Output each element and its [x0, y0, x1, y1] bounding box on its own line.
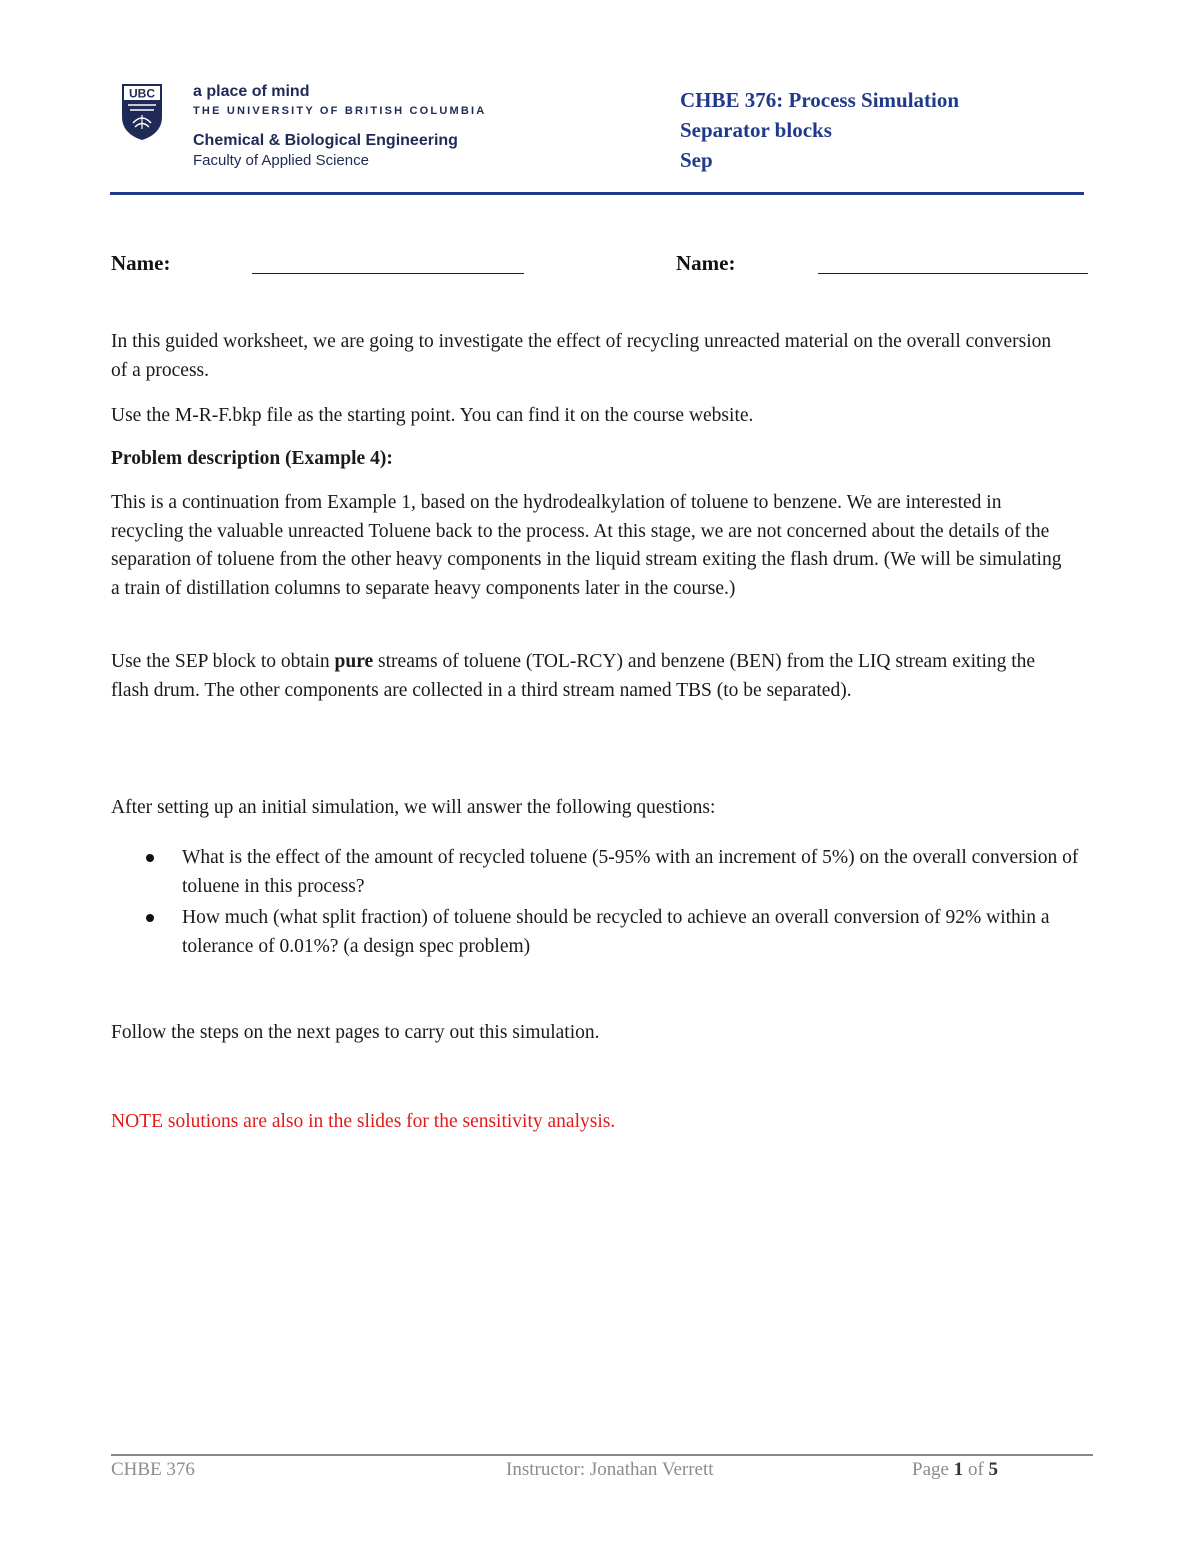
- sep-text-post: streams of toluene (TOL-RCY) and benzene (BEN) from the LIQ stream exiting the flash drum. The other components are collected in a third stream named TBS (to be separated).: [111, 651, 1036, 701]
- ubc-wordmark: [193, 82, 486, 172]
- block-title: Sep: [680, 148, 713, 172]
- sep-text-bold: pure: [334, 651, 374, 672]
- sep-block-paragraph: [111, 648, 1071, 705]
- current-page: 1: [953, 1459, 964, 1480]
- department-name: Chemical & Biological Engineering: [193, 132, 458, 149]
- ubc-crest-logo: [121, 83, 163, 141]
- of-word: of: [967, 1459, 984, 1480]
- starting-file-paragraph: Use the M-R-F.bkp file as the starting point. You can find it on the course website.: [111, 405, 754, 426]
- faculty-name: Faculty of Applied Science: [193, 152, 369, 169]
- sep-text-pre: Use the SEP block to obtain: [111, 651, 335, 672]
- intro-paragraph: In this guided worksheet, we are going to investigate the effect of recycling unreacted material on the overall conversion of a process.: [111, 331, 1052, 381]
- footer-divider: [111, 1454, 1093, 1456]
- questions-intro: After setting up an initial simulation, we will answer the following questions:: [111, 797, 716, 818]
- list-item: [140, 903, 1080, 961]
- course-heading: [680, 85, 959, 175]
- course-title: CHBE 376: Process Simulation: [680, 88, 960, 112]
- brand-tagline: a place of mind: [193, 83, 310, 100]
- footer-course: CHBE 376: [111, 1459, 195, 1480]
- problem-description: This is a continuation from Example 1, based on the hydrodealkylation of toluene to benzene. We are interested in recycling the valuable unreacted Toluene back to the process. At this stage, we are not concerned about the details of the separation of toluene from the other heavy components in the liquid stream exiting the flash drum. (We will be simulating a train of distillation columns to separate heavy components later in the course.): [111, 492, 1062, 599]
- solutions-note: NOTE solutions are also in the slides for the sensitivity analysis.: [111, 1111, 616, 1132]
- total-pages: 5: [988, 1459, 999, 1480]
- question-1: What is the effect of the amount of recycled toluene (5-95% with an increment of 5%) on the overall conversion of toluene in this process?: [182, 847, 1079, 897]
- footer-page-number: [912, 1459, 998, 1481]
- name-label-2: Name:: [676, 251, 736, 275]
- questions-list: [140, 843, 1080, 963]
- svg-text:UBC: UBC: [129, 86, 155, 101]
- header-divider: [110, 192, 1084, 195]
- page-word: Page: [912, 1459, 949, 1480]
- name-field-2[interactable]: [818, 273, 1088, 274]
- follow-steps-paragraph: Follow the steps on the next pages to carry out this simulation.: [111, 1022, 600, 1043]
- list-item: [140, 843, 1080, 901]
- problem-heading: Problem description (Example 4):: [111, 448, 393, 469]
- name-label-1: Name:: [111, 251, 171, 275]
- university-name: THE UNIVERSITY OF BRITISH COLUMBIA: [193, 105, 487, 117]
- footer-instructor: Instructor: Jonathan Verrett: [506, 1459, 714, 1480]
- bullet-icon: [146, 854, 154, 862]
- question-2: How much (what split fraction) of toluene should be recycled to achieve an overall conversion of 92% within a tolerance of 0.01%? (a design spec problem): [182, 907, 1050, 957]
- topic-title: Separator blocks: [680, 118, 832, 142]
- bullet-icon: [146, 914, 154, 922]
- name-field-1[interactable]: [252, 273, 524, 274]
